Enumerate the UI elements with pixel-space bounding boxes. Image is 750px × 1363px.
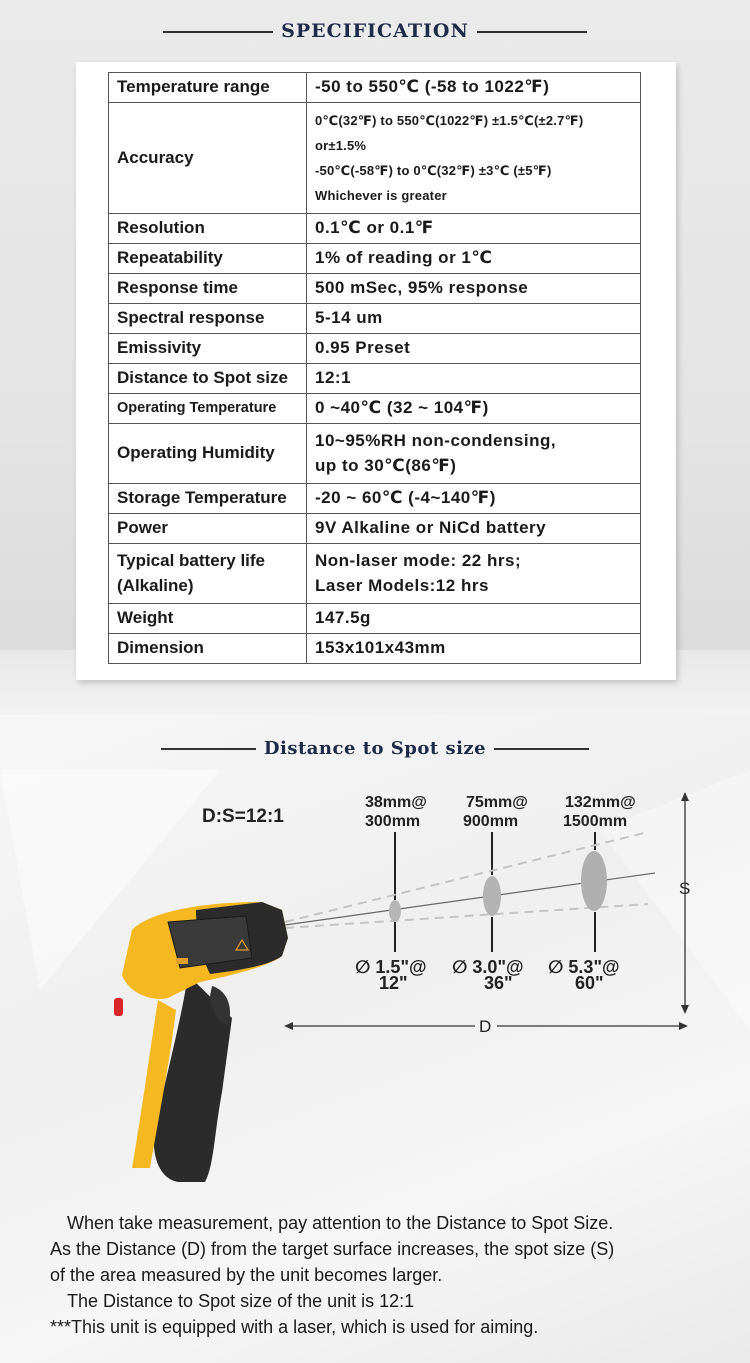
s-arrow-head-bottom (681, 1005, 689, 1014)
table-row (109, 544, 641, 604)
description-line: The Distance to Spot size of the unit is 12:1 (67, 1291, 415, 1311)
value-line: Laser Models:12 hrs (315, 576, 489, 595)
value-line: up to 30℃(86℉) (315, 456, 457, 475)
description-line: As the Distance (D) from the target surface increases, the spot size (S) (50, 1239, 615, 1259)
spec-heading (0, 20, 750, 42)
spot-top-label: 132mm@ (565, 794, 636, 811)
table-row (109, 514, 641, 544)
table-row (109, 304, 641, 334)
row-label: Weight (109, 604, 307, 634)
row-label: Operating Temperature (109, 394, 307, 424)
row-value (307, 424, 641, 484)
row-value: 0.95 Preset (307, 334, 641, 364)
row-value: 500 mSec, 95% response (307, 274, 641, 304)
table-row (109, 274, 641, 304)
row-label: Storage Temperature (109, 484, 307, 514)
row-value: 0 ~40℃ (32 ~ 104℉) (307, 394, 641, 424)
d-arrow-head-right (679, 1022, 688, 1030)
row-label: Distance to Spot size (109, 364, 307, 394)
row-label: Emissivity (109, 334, 307, 364)
spot-large (581, 851, 607, 911)
spot-bottom-label: 60" (575, 973, 604, 993)
spot-bottom-label: ∅ 3.0"@ (452, 957, 524, 977)
table-row (109, 244, 641, 274)
spot-bottom-label: 36" (484, 973, 513, 993)
description-line: When take measurement, pay attention to the Distance to Spot Size. (67, 1213, 614, 1233)
description-line: of the area measured by the unit becomes larger. (50, 1265, 443, 1285)
row-value (307, 544, 641, 604)
row-label (109, 544, 307, 604)
value-line: 10~95%RH non-condensing, (315, 430, 557, 450)
table-row (109, 214, 641, 244)
row-value: 147.5g (307, 604, 641, 634)
row-label: Spectral response (109, 304, 307, 334)
d-label: D (479, 1017, 492, 1036)
d-arrow-head-left (284, 1022, 293, 1030)
label-line: (Alkaline) (117, 576, 194, 595)
row-label: Dimension (109, 634, 307, 664)
spot-medium (483, 876, 501, 916)
row-value: 153x101x43mm (307, 634, 641, 664)
label-line: Typical battery life (117, 550, 266, 570)
row-label: Repeatability (109, 244, 307, 274)
row-value: 0.1℃ or 0.1℉ (307, 214, 641, 244)
row-value: 9V Alkaline or NiCd battery (307, 514, 641, 544)
row-label: Power (109, 514, 307, 544)
accuracy-line: 0℃(32℉) to 550℃(1022℉) ±1.5℃(±2.7℉) (315, 113, 584, 128)
row-value: 5-14 um (307, 304, 641, 334)
row-label: Operating Humidity (109, 424, 307, 484)
description (50, 1210, 730, 1340)
description-line: ***This unit is equipped with a laser, which is used for aiming. (50, 1317, 539, 1337)
distance-title: Distance to Spot size (263, 738, 487, 759)
distance-heading (0, 738, 750, 759)
accuracy-line: Whichever is greater (315, 188, 447, 203)
row-value: 12:1 (307, 364, 641, 394)
spot-top-label: 300mm (365, 813, 421, 830)
table-row (109, 73, 641, 103)
table-row (109, 394, 641, 424)
row-label: Accuracy (109, 103, 307, 214)
ir-thermometer-illustration (114, 902, 288, 1182)
table-row (109, 103, 641, 214)
spot-bottom-label: ∅ 5.3"@ (548, 957, 620, 977)
spot-bottom-label: ∅ 1.5"@ (355, 957, 427, 977)
spot-top-label: 900mm (463, 813, 519, 830)
table-row (109, 634, 641, 664)
distance-spot-diagram (0, 770, 750, 1210)
heading-rule-right (494, 748, 589, 750)
heading-rule-left (161, 748, 256, 750)
heading-rule-right (477, 31, 587, 33)
red-button-icon (114, 998, 123, 1016)
spec-table (108, 72, 641, 664)
spot-small (389, 900, 401, 922)
row-label: Response time (109, 274, 307, 304)
ratio-label: D:S=12:1 (202, 806, 284, 827)
spec-card (76, 62, 676, 680)
table-row (109, 334, 641, 364)
spot-top-label: 38mm@ (365, 794, 427, 811)
row-label: Resolution (109, 214, 307, 244)
display-indicator (176, 958, 188, 964)
spot-top-label: 75mm@ (466, 794, 528, 811)
accuracy-line: -50℃(-58℉) to 0℃(32℉) ±3℃ (±5℉) (315, 163, 552, 178)
value-line: Non-laser mode: 22 hrs; (315, 550, 522, 570)
row-value: -20 ~ 60℃ (-4~140℉) (307, 484, 641, 514)
row-value: -50 to 550℃ (-58 to 1022℉) (307, 73, 641, 103)
table-row (109, 604, 641, 634)
spec-title: SPECIFICATION (281, 20, 469, 42)
table-row (109, 364, 641, 394)
table-row (109, 424, 641, 484)
row-value (307, 103, 641, 214)
spot-bottom-label: 12" (379, 973, 408, 993)
s-label: S (679, 879, 691, 898)
row-value: 1% of reading or 1℃ (307, 244, 641, 274)
heading-rule-left (163, 31, 273, 33)
spot-top-label: 1500mm (563, 813, 628, 830)
row-label: Temperature range (109, 73, 307, 103)
accuracy-line: or±1.5% (315, 138, 367, 153)
table-row (109, 484, 641, 514)
